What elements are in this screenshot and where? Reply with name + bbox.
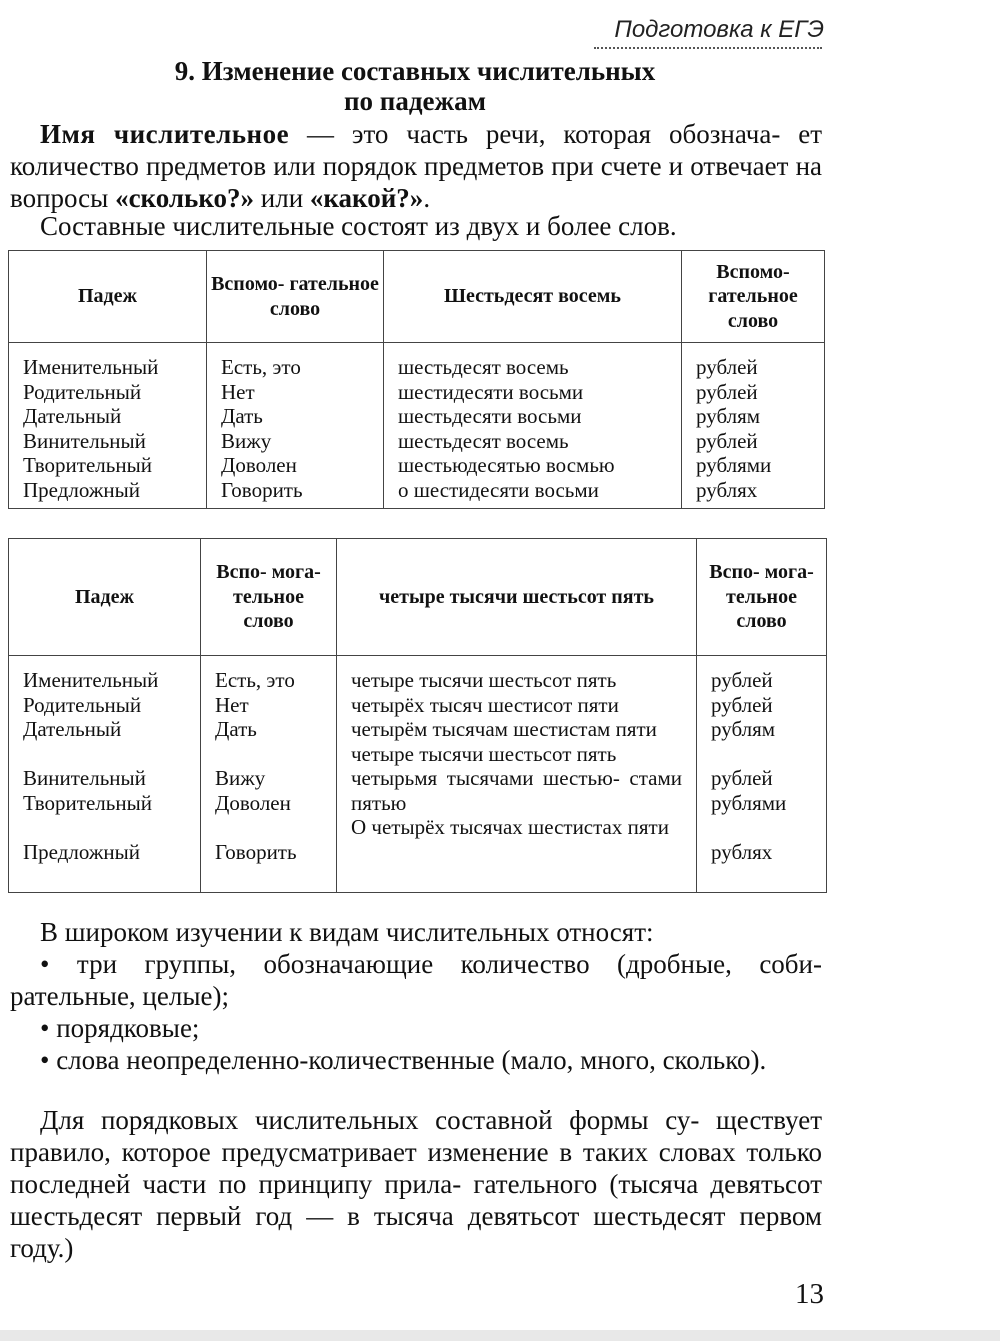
case-cell: Именительный [23, 668, 159, 692]
aux-cell: Дать [215, 717, 257, 741]
noun-cell: рублей [711, 668, 773, 692]
case-cell: Дательный [23, 404, 122, 428]
aux-cell: Дать [221, 404, 263, 428]
noun-cell: рублей [696, 355, 758, 379]
aux-cell: Есть, это [221, 355, 301, 379]
table-sixty-eight [8, 250, 825, 509]
scan-edge [0, 1330, 1000, 1341]
number-cell: шестьдесяти восьми [398, 404, 582, 428]
number-cell: шестьдесят восемь [398, 428, 569, 453]
aux-cell: Доволен [221, 453, 297, 477]
table2-header-number: четыре тысячи шестьсот пять [337, 539, 697, 656]
number-cell: шестьдесят восемь [398, 355, 569, 379]
table2-body-row [9, 656, 827, 893]
types-intro-paragraph: В широком изучении к видам числительных относят: [40, 917, 654, 947]
table1-header-row [9, 251, 825, 343]
section-title-line-2: по падежам [344, 86, 486, 116]
table1-header-case: Падеж [9, 251, 207, 343]
aux-cell: Вижу [221, 428, 272, 453]
noun-cell: рублей [696, 379, 758, 404]
table1-number-column [384, 343, 682, 509]
table1-body-row [9, 343, 825, 509]
table2-aux-column [201, 656, 337, 893]
number-cell: о шестидесяти восьми [398, 477, 599, 502]
table2-number-column [337, 656, 697, 893]
case-cell: Творительный [23, 453, 152, 477]
noun-cell: рублях [696, 477, 758, 502]
number-cell: четырьмя тысячами шестью- стами пятью [351, 766, 682, 815]
case-cell: Родительный [23, 692, 142, 717]
running-header: Подготовка к ЕГЭ [614, 16, 824, 43]
table1-header-aux: Вспомо- гательное слово [207, 251, 384, 343]
noun-cell: рублями [696, 453, 772, 477]
aux-cell: Говорить [215, 839, 297, 864]
table2-header-case: Падеж [9, 539, 201, 656]
aux-cell: Нет [221, 379, 255, 404]
noun-cell: рублями [711, 790, 787, 815]
table1-case-column [9, 343, 207, 509]
table1-header-number: Шестьдесят восемь [384, 251, 682, 343]
number-cell: четырём тысячам шестистам пяти [351, 717, 657, 741]
case-cell: Винительный [23, 766, 146, 790]
aux-cell: Доволен [215, 790, 291, 815]
section-title [0, 56, 830, 116]
number-cell: шестидесяти восьми [398, 379, 584, 404]
case-cell: Дательный [23, 717, 122, 741]
case-cell: Предложный [23, 477, 140, 502]
noun-cell: рублей [711, 766, 773, 790]
question-kakoy: «какой?» [309, 183, 424, 213]
bullet-ordinal: • порядковые; [40, 1013, 200, 1043]
noun-cell: рублях [711, 839, 773, 864]
number-cell: О четырёх тысячах шестистах пяти [351, 815, 669, 839]
table2-header-aux-2: Вспо- мога- тельное слово [697, 539, 827, 656]
table1-aux-column [207, 343, 384, 509]
section-title-line-1: 9. Изменение составных числительных [174, 56, 656, 86]
table-four-thousand-six-hundred-five [8, 538, 827, 893]
table2-header-aux: Вспо- мога- тельное слово [201, 539, 337, 656]
bullet-quantity-groups: • три группы, обозначающие количество (дробные, соби- рательные, целые); [10, 949, 822, 1011]
noun-cell: рублям [696, 404, 761, 428]
aux-cell: Говорить [221, 477, 303, 502]
case-cell: Родительный [23, 379, 142, 404]
number-cell: четыре тысячи шестьсот пять [351, 668, 617, 692]
ordinal-rule-paragraph: Для порядковых числительных составной формы су- ществует правило, которое предусматривает изменение в таких словах только последней части по принципу прила- гательного (тысяча девятьсот шестьдесят первый год — в тысяча девятьсот шестьдесят первом году.) [10, 1105, 822, 1263]
number-cell: четыре тысячи шестьсот пять [351, 741, 617, 766]
table1-header-aux-2: Вспомо- гательное слово [682, 251, 825, 343]
intro-paragraph [10, 118, 822, 214]
intro-text-or: или [254, 183, 310, 213]
noun-cell: рублей [696, 428, 758, 453]
aux-cell: Вижу [215, 766, 266, 790]
aux-cell: Нет [215, 692, 249, 717]
table2-noun-column [697, 656, 827, 893]
aux-cell: Есть, это [215, 668, 295, 692]
number-cell: четырёх тысяч шестисот пяти [351, 692, 619, 717]
term-numeral: Имя числительное [40, 119, 290, 149]
table2-header-row [9, 539, 827, 656]
number-cell: шестьюдесятью восмью [398, 453, 615, 477]
question-skolko: «сколько?» [115, 183, 255, 213]
intro-text-end: . [423, 183, 431, 213]
noun-cell: рублей [711, 692, 773, 717]
intro-text-a: — это часть речи, которая обознача- ет количество предметов или порядок предметов при счете и отвечает на вопросы [10, 119, 822, 213]
table2-case-column [9, 656, 201, 893]
compound-numerals-paragraph: Составные числительные состоят из двух и более слов. [40, 211, 677, 241]
case-cell: Творительный [23, 790, 152, 815]
case-cell: Винительный [23, 428, 146, 453]
table1-noun-column [682, 343, 825, 509]
page-number: 13 [795, 1278, 824, 1310]
header-rule [594, 47, 822, 49]
bullet-indefinite: • слова неопределенно-количественные (мало, много, сколько). [40, 1045, 767, 1075]
noun-cell: рублям [711, 717, 776, 741]
case-cell: Предложный [23, 839, 140, 864]
case-cell: Именительный [23, 355, 159, 379]
